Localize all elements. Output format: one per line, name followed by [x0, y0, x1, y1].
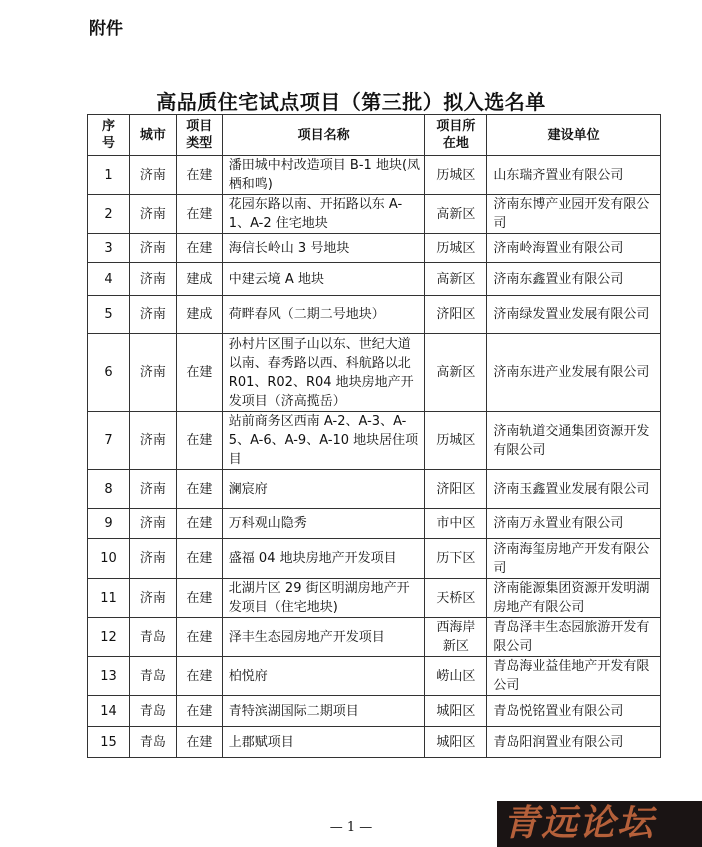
row-index: 3 — [88, 234, 130, 263]
row-type: 在建 — [176, 334, 222, 412]
table-row — [88, 234, 661, 263]
row-project-name: 孙村片区围子山以东、世纪大道以南、春秀路以西、科航路以北 R01、R02、R04 地块房地产开发项目（济高揽岳） — [222, 334, 425, 412]
row-type: 在建 — [176, 195, 222, 234]
row-index: 8 — [88, 470, 130, 509]
row-city: 青岛 — [129, 657, 176, 696]
table-row — [88, 657, 661, 696]
table-row — [88, 727, 661, 758]
header-location: 项目所在地 — [425, 115, 487, 156]
row-index: 2 — [88, 195, 130, 234]
row-location: 历城区 — [425, 412, 487, 470]
row-city: 青岛 — [129, 618, 176, 657]
table-row — [88, 509, 661, 539]
row-developer: 济南能源集团资源开发明湖房地产有限公司 — [487, 579, 661, 618]
row-project-name: 北湖片区 29 街区明湖房地产开发项目（住宅地块) — [222, 579, 425, 618]
page-number: — 1 — — [329, 820, 373, 835]
row-index: 7 — [88, 412, 130, 470]
row-type: 在建 — [176, 539, 222, 579]
row-type: 建成 — [176, 263, 222, 296]
row-developer: 济南岭海置业有限公司 — [487, 234, 661, 263]
table-row — [88, 470, 661, 509]
row-location: 高新区 — [425, 334, 487, 412]
row-developer: 济南绿发置业发展有限公司 — [487, 296, 661, 334]
row-project-name: 海信长岭山 3 号地块 — [222, 234, 425, 263]
table-row — [88, 195, 661, 234]
watermark-logo: 青远论坛 — [497, 801, 702, 847]
row-city: 济南 — [129, 296, 176, 334]
row-type: 在建 — [176, 234, 222, 263]
row-project-name: 泽丰生态园房地产开发项目 — [222, 618, 425, 657]
row-developer: 青岛悦铭置业有限公司 — [487, 696, 661, 727]
row-developer: 青岛海业益佳地产开发有限公司 — [487, 657, 661, 696]
row-location: 城阳区 — [425, 696, 487, 727]
row-index: 6 — [88, 334, 130, 412]
row-city: 济南 — [129, 334, 176, 412]
row-city: 济南 — [129, 539, 176, 579]
table-row — [88, 579, 661, 618]
row-location: 历下区 — [425, 539, 487, 579]
row-project-name: 柏悦府 — [222, 657, 425, 696]
row-index: 4 — [88, 263, 130, 296]
table-row — [88, 539, 661, 579]
row-city: 济南 — [129, 579, 176, 618]
row-index: 12 — [88, 618, 130, 657]
row-type: 在建 — [176, 696, 222, 727]
row-index: 10 — [88, 539, 130, 579]
row-developer: 济南玉鑫置业发展有限公司 — [487, 470, 661, 509]
row-city: 济南 — [129, 412, 176, 470]
row-project-name: 澜宸府 — [222, 470, 425, 509]
table-row — [88, 156, 661, 195]
row-city: 青岛 — [129, 727, 176, 758]
table-row — [88, 296, 661, 334]
row-project-name: 潘田城中村改造项目 B-1 地块(凤栖和鸣) — [222, 156, 425, 195]
row-city: 济南 — [129, 195, 176, 234]
row-index: 5 — [88, 296, 130, 334]
row-location: 历城区 — [425, 234, 487, 263]
row-location: 历城区 — [425, 156, 487, 195]
row-project-name: 青特滨湖国际二期项目 — [222, 696, 425, 727]
table-row — [88, 618, 661, 657]
row-location: 济阳区 — [425, 470, 487, 509]
row-location: 高新区 — [425, 195, 487, 234]
row-developer: 济南海玺房地产开发有限公司 — [487, 539, 661, 579]
header-city: 城市 — [129, 115, 176, 156]
row-project-name: 站前商务区西南 A-2、A-3、A-5、A-6、A-9、A-10 地块居住项目 — [222, 412, 425, 470]
row-city: 济南 — [129, 509, 176, 539]
row-project-name: 中建云境 A 地块 — [222, 263, 425, 296]
row-location: 高新区 — [425, 263, 487, 296]
row-project-name: 上郡赋项目 — [222, 727, 425, 758]
row-type: 在建 — [176, 509, 222, 539]
row-developer: 济南东博产业园开发有限公司 — [487, 195, 661, 234]
table-row — [88, 334, 661, 412]
row-index: 11 — [88, 579, 130, 618]
row-location: 市中区 — [425, 509, 487, 539]
row-index: 15 — [88, 727, 130, 758]
row-developer: 青岛泽丰生态园旅游开发有限公司 — [487, 618, 661, 657]
header-project-name: 项目名称 — [222, 115, 425, 156]
row-index: 1 — [88, 156, 130, 195]
row-type: 建成 — [176, 296, 222, 334]
row-city: 济南 — [129, 234, 176, 263]
row-project-name: 盛福 04 地块房地产开发项目 — [222, 539, 425, 579]
row-city: 济南 — [129, 263, 176, 296]
row-project-name: 荷畔春风（二期二号地块） — [222, 296, 425, 334]
row-developer: 济南东鑫置业有限公司 — [487, 263, 661, 296]
row-index: 9 — [88, 509, 130, 539]
header-developer: 建设单位 — [487, 115, 661, 156]
row-type: 在建 — [176, 470, 222, 509]
row-city: 济南 — [129, 156, 176, 195]
table-row — [88, 263, 661, 296]
row-city: 济南 — [129, 470, 176, 509]
row-index: 13 — [88, 657, 130, 696]
attachment-label: 附件 — [89, 19, 123, 39]
row-type: 在建 — [176, 727, 222, 758]
candidate-table — [87, 114, 661, 758]
row-type: 在建 — [176, 618, 222, 657]
row-location: 西海岸新区 — [425, 618, 487, 657]
row-index: 14 — [88, 696, 130, 727]
row-developer: 济南轨道交通集团资源开发有限公司 — [487, 412, 661, 470]
document-title: 高品质住宅试点项目（第三批）拟入选名单 — [156, 90, 546, 114]
row-developer: 济南东进产业发展有限公司 — [487, 334, 661, 412]
row-type: 在建 — [176, 412, 222, 470]
row-developer: 济南万永置业有限公司 — [487, 509, 661, 539]
row-developer: 山东瑞齐置业有限公司 — [487, 156, 661, 195]
row-developer: 青岛阳润置业有限公司 — [487, 727, 661, 758]
row-location: 济阳区 — [425, 296, 487, 334]
row-type: 在建 — [176, 657, 222, 696]
row-project-name: 万科观山隐秀 — [222, 509, 425, 539]
header-type: 项目类型 — [176, 115, 222, 156]
row-location: 城阳区 — [425, 727, 487, 758]
header-index: 序号 — [88, 115, 130, 156]
row-type: 在建 — [176, 579, 222, 618]
table-row — [88, 696, 661, 727]
row-type: 在建 — [176, 156, 222, 195]
row-city: 青岛 — [129, 696, 176, 727]
table-header-row — [88, 115, 661, 156]
row-location: 天桥区 — [425, 579, 487, 618]
row-project-name: 花园东路以南、开拓路以东 A-1、A-2 住宅地块 — [222, 195, 425, 234]
table-row — [88, 412, 661, 470]
row-location: 崂山区 — [425, 657, 487, 696]
